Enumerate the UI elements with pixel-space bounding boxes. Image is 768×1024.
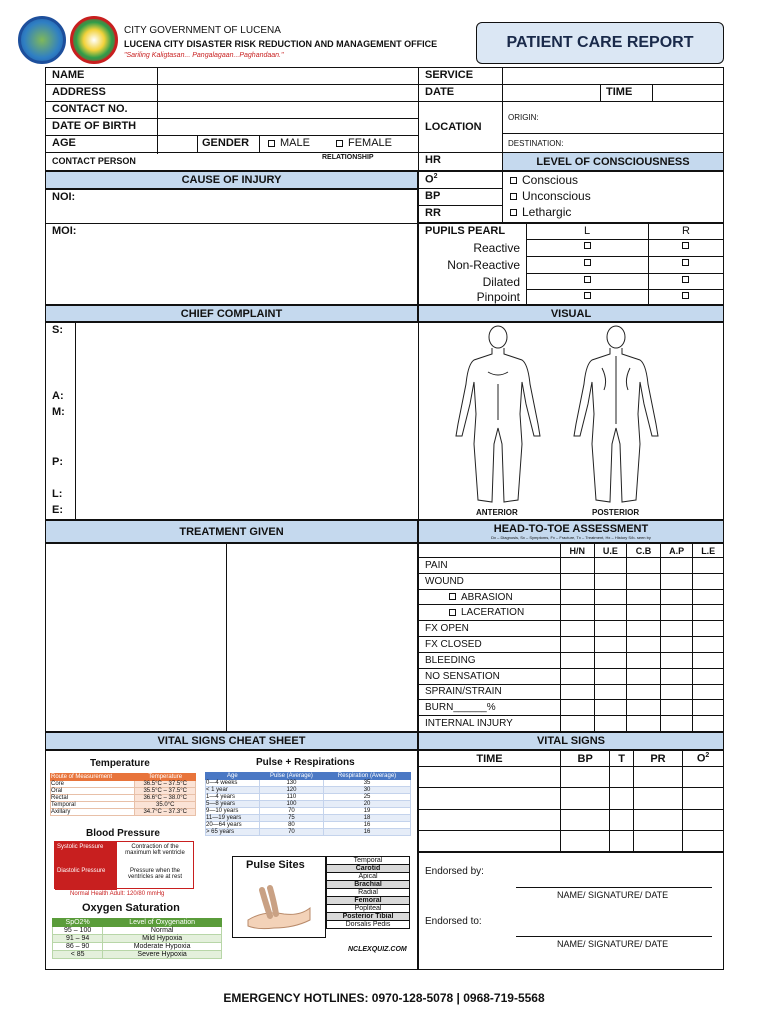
col-le: L.E xyxy=(693,544,724,558)
pulse-resp-table xyxy=(205,772,411,836)
temp-cell: 36.5°C – 37.5°C xyxy=(135,781,196,788)
oxygen-table xyxy=(52,918,222,959)
location-label: LOCATION xyxy=(425,121,482,133)
oxygen-title: Oxygen Saturation xyxy=(82,902,180,914)
ox-cell: 91 – 94 xyxy=(53,935,103,943)
pupil-row-nonreactive: Non-Reactive xyxy=(447,258,520,272)
pulse-site: Brachial xyxy=(327,881,410,889)
pulse-site: Dorsalis Pedis xyxy=(327,921,410,929)
female-checkbox[interactable] xyxy=(336,137,392,149)
page-title: PATIENT CARE REPORT xyxy=(506,34,694,51)
endorsed-to-line[interactable] xyxy=(516,936,712,937)
temp-head-route: Route of Measurement xyxy=(51,774,135,781)
pr-cell: 18 xyxy=(324,815,411,822)
pulse-site: Temporal xyxy=(327,857,410,865)
origin-label: ORIGIN: xyxy=(508,113,539,122)
unconscious-checkbox[interactable] xyxy=(510,189,591,203)
pr-cell: 11—19 years xyxy=(206,815,260,822)
service-label: SERVICE xyxy=(425,69,474,81)
conscious-label: Conscious xyxy=(522,173,579,187)
loc-header xyxy=(502,152,724,171)
female-label: FEMALE xyxy=(348,137,393,149)
pulse-site: Carotid xyxy=(327,865,410,873)
pulse-site: Posterior Tibial xyxy=(327,913,410,921)
temp-cell: 34.7°C – 37.3°C xyxy=(135,809,196,816)
ox-cell: < 85 xyxy=(53,951,103,959)
pupil-checkbox[interactable] xyxy=(584,242,591,249)
pulse-sites-table xyxy=(326,856,410,929)
pupil-checkbox[interactable] xyxy=(584,292,591,299)
name-label: NAME xyxy=(52,69,85,81)
l-label: L: xyxy=(52,488,63,500)
pupil-checkbox[interactable] xyxy=(584,259,591,266)
date-label: DATE xyxy=(425,86,455,98)
pr-cell: 0—4 weeks xyxy=(206,780,260,787)
ox-cell: Moderate Hypoxia xyxy=(103,943,222,951)
complaint-title: CHIEF COMPLAINT xyxy=(180,307,283,320)
hotlines-footer: EMERGENCY HOTLINES: 0970-128-5078 | 0968-719-5568 xyxy=(223,991,545,1005)
vitals-title: VITAL SIGNS xyxy=(536,735,606,747)
credit-text: NCLEXQUIZ.COM xyxy=(348,946,407,953)
pr-cell: > 65 years xyxy=(206,829,260,836)
ox-head: Level of Oxygenation xyxy=(103,919,222,927)
temp-cell: Oral xyxy=(51,788,135,795)
city-government-text: CITY GOVERNMENT OF LUCENA xyxy=(124,25,281,36)
assessment-header xyxy=(418,520,724,543)
male-label: MALE xyxy=(280,137,310,149)
ox-cell: Normal xyxy=(103,927,222,935)
pupil-checkbox[interactable] xyxy=(682,292,689,299)
temp-cell: 35.0°C xyxy=(135,802,196,809)
complaint-header xyxy=(45,305,418,322)
rr-label: RR xyxy=(425,207,441,219)
ox-cell: Severe Hypoxia xyxy=(103,951,222,959)
col-ue: U.E xyxy=(594,544,627,558)
address-label: ADDRESS xyxy=(52,86,106,98)
ox-cell: 86 – 90 xyxy=(53,943,103,951)
bp-normal: Normal Health Adult: 120/80 mmHg xyxy=(70,891,165,897)
col-cb: C.B xyxy=(627,544,661,558)
pr-cell: 75 xyxy=(259,815,323,822)
male-checkbox[interactable] xyxy=(268,137,310,149)
pr-cell: 100 xyxy=(259,801,323,808)
pupil-checkbox[interactable] xyxy=(682,276,689,283)
o2-label: $O^2$ xyxy=(425,173,438,186)
vitals-col-t: T xyxy=(610,751,633,767)
temperature-table xyxy=(50,773,196,816)
body-diagram-anterior xyxy=(448,324,548,508)
city-seal-logo xyxy=(18,16,66,64)
age-label: AGE xyxy=(52,137,76,149)
s-label: S: xyxy=(52,324,63,336)
anterior-label: ANTERIOR xyxy=(476,508,518,517)
vitals-header xyxy=(418,732,724,750)
motto-text: "Sariling Kaligtasan... Pangalagaan...Paghandaan." xyxy=(124,52,284,59)
vitals-col-pr: PR xyxy=(633,751,682,767)
bp-label: BP xyxy=(425,190,441,202)
dob-label: DATE OF BIRTH xyxy=(52,120,137,132)
gender-label: GENDER xyxy=(202,137,250,149)
pr-cell: 70 xyxy=(259,829,323,836)
endorsed-by-label: Endorsed by: xyxy=(425,866,484,877)
temp-cell: 35.5°C – 37.5°C xyxy=(135,788,196,795)
bp-title: Blood Pressure xyxy=(86,828,160,839)
temperature-title: Temperature xyxy=(90,758,150,769)
pulse-site: Femoral xyxy=(327,897,410,905)
col-ap: A.P xyxy=(660,544,693,558)
endorsed-by-line[interactable] xyxy=(516,887,712,888)
temp-head-value: Temperature xyxy=(135,774,196,781)
systolic-desc: Contraction of the maximum left ventricle xyxy=(125,844,185,856)
systolic-label: Systolic Pressure xyxy=(55,842,117,866)
pr-cell: 20—64 years xyxy=(206,822,260,829)
office-name: LUCENA CITY DISASTER RISK REDUCTION AND MANAGEMENT OFFICE xyxy=(124,39,438,49)
temp-cell: 36.6°C – 38.0°C xyxy=(135,795,196,802)
loc-title: LEVEL OF CONSCIOUSNESS xyxy=(536,155,690,168)
pupils-title: PUPILS PEARL xyxy=(425,225,506,237)
pupil-row-pinpoint: Pinpoint xyxy=(476,290,520,304)
row-no-sensation: NO SENSATION xyxy=(419,668,561,684)
endorsed-by-sig: NAME/ SIGNATURE/ DATE xyxy=(557,890,669,900)
row-abrasion[interactable]: ABRASION xyxy=(419,589,561,605)
pr-cell: 30 xyxy=(324,787,411,794)
pr-head: Age xyxy=(206,773,260,780)
pr-cell: 35 xyxy=(324,780,411,787)
pupil-row-reactive: Reactive xyxy=(473,241,520,255)
cause-header xyxy=(45,171,418,189)
pupil-l-header: L xyxy=(584,225,591,237)
ox-cell: Mild Hypoxia xyxy=(103,935,222,943)
pr-cell: 19 xyxy=(324,808,411,815)
assessment-title: HEAD-TO-TOE ASSESSMENT xyxy=(493,523,649,535)
pupil-row-dilated: Dilated xyxy=(482,275,520,289)
pulse-sites-title: Pulse Sites xyxy=(246,859,305,871)
row-fx-open: FX OPEN xyxy=(419,621,561,637)
row-bleeding: BLEEDING xyxy=(419,652,561,668)
pr-cell: 70 xyxy=(259,808,323,815)
contact-person-label: CONTACT PERSON xyxy=(52,156,136,166)
title-box xyxy=(476,22,724,64)
pupil-checkbox[interactable] xyxy=(682,259,689,266)
pr-cell: 110 xyxy=(259,794,323,801)
row-fx-closed: FX CLOSED xyxy=(419,637,561,653)
vitals-col-time: TIME xyxy=(419,751,561,767)
drrmo-seal-logo xyxy=(70,16,118,64)
unconscious-label: Unconscious xyxy=(522,189,591,203)
row-wound: WOUND xyxy=(419,573,561,589)
vitals-col-o2: $O^2$ xyxy=(683,751,724,767)
pr-cell: 9—10 years xyxy=(206,808,260,815)
endorsed-to-label: Endorsed to: xyxy=(425,916,482,927)
pr-head: Pulse (Average) xyxy=(259,773,323,780)
e-label: E: xyxy=(52,504,63,516)
noi-label: NOI: xyxy=(52,191,76,203)
visual-header xyxy=(418,305,724,322)
pr-cell: 20 xyxy=(324,801,411,808)
assessment-table xyxy=(418,543,724,732)
cheat-header xyxy=(45,732,418,750)
contact-label: CONTACT NO. xyxy=(52,103,128,115)
relationship-label: RELATIONSHIP xyxy=(322,154,374,161)
pupil-checkbox[interactable] xyxy=(682,242,689,249)
cheat-title: VITAL SIGNS CHEAT SHEET xyxy=(157,735,306,747)
conscious-checkbox[interactable] xyxy=(510,173,578,187)
temp-cell: Axillary xyxy=(51,809,135,816)
pulse-resp-title: Pulse + Respirations xyxy=(256,757,355,768)
pupil-r-header: R xyxy=(682,225,690,237)
destination-label: DESTINATION: xyxy=(508,139,564,148)
row-laceration[interactable]: LACERATION xyxy=(419,605,561,621)
cause-title: CAUSE OF INJURY xyxy=(181,174,282,186)
treatment-title: TREATMENT GIVEN xyxy=(179,525,284,538)
pupil-checkbox[interactable] xyxy=(584,276,591,283)
vitals-table xyxy=(418,750,724,852)
pr-cell: 5—8 years xyxy=(206,801,260,808)
row-sprain: SPRAIN/STRAIN xyxy=(419,684,561,700)
body-diagram-posterior xyxy=(566,324,666,508)
posterior-label: POSTERIOR xyxy=(592,508,640,517)
pr-cell: 16 xyxy=(324,829,411,836)
visual-title: VISUAL xyxy=(550,307,592,320)
pr-cell: 25 xyxy=(324,794,411,801)
temp-cell: Rectal xyxy=(51,795,135,802)
ox-cell: 95 – 100 xyxy=(53,927,103,935)
pr-cell: 1—4 years xyxy=(206,794,260,801)
lethargic-label: Lethargic xyxy=(522,205,572,219)
pulse-site: Popliteal xyxy=(327,905,410,913)
pulse-site: Radial xyxy=(327,889,410,897)
col-hn: H/N xyxy=(561,544,595,558)
pr-cell: < 1 year xyxy=(206,787,260,794)
diastolic-label: Diastolic Pressure xyxy=(55,866,117,890)
hr-label: HR xyxy=(425,154,441,166)
m-label: M: xyxy=(52,406,65,418)
p-label: P: xyxy=(52,456,63,468)
row-pain: PAIN xyxy=(419,558,561,574)
bp-table xyxy=(54,841,194,889)
hand-pulse-icon xyxy=(244,880,314,934)
diastolic-desc: Pressure when the ventricles are at rest xyxy=(127,868,183,880)
temp-cell: Temporal xyxy=(51,802,135,809)
time-label: TIME xyxy=(606,86,633,98)
pr-cell: 16 xyxy=(324,822,411,829)
row-internal-injury: INTERNAL INJURY xyxy=(419,716,561,732)
vitals-col-bp: BP xyxy=(561,751,610,767)
row-burn: BURN______% xyxy=(419,700,561,716)
a-label: A: xyxy=(52,390,64,402)
pulse-site: Apical xyxy=(327,873,410,881)
pr-cell: 120 xyxy=(259,787,323,794)
lethargic-checkbox[interactable] xyxy=(510,205,571,219)
ox-head: SpO2% xyxy=(53,919,103,927)
moi-label: MOI: xyxy=(52,225,77,237)
endorsed-to-sig: NAME/ SIGNATURE/ DATE xyxy=(557,939,669,949)
treatment-header xyxy=(45,520,418,543)
pr-head: Respiration (Average) xyxy=(324,773,411,780)
pr-cell: 130 xyxy=(259,780,323,787)
temp-cell: Core xyxy=(51,781,135,788)
pr-cell: 80 xyxy=(259,822,323,829)
assessment-note: Dx – Diagnosis, Sx – Symptoms, Fx – Fracture, Tx – Treatment, Hx – History S/b- seen by xyxy=(491,535,651,540)
